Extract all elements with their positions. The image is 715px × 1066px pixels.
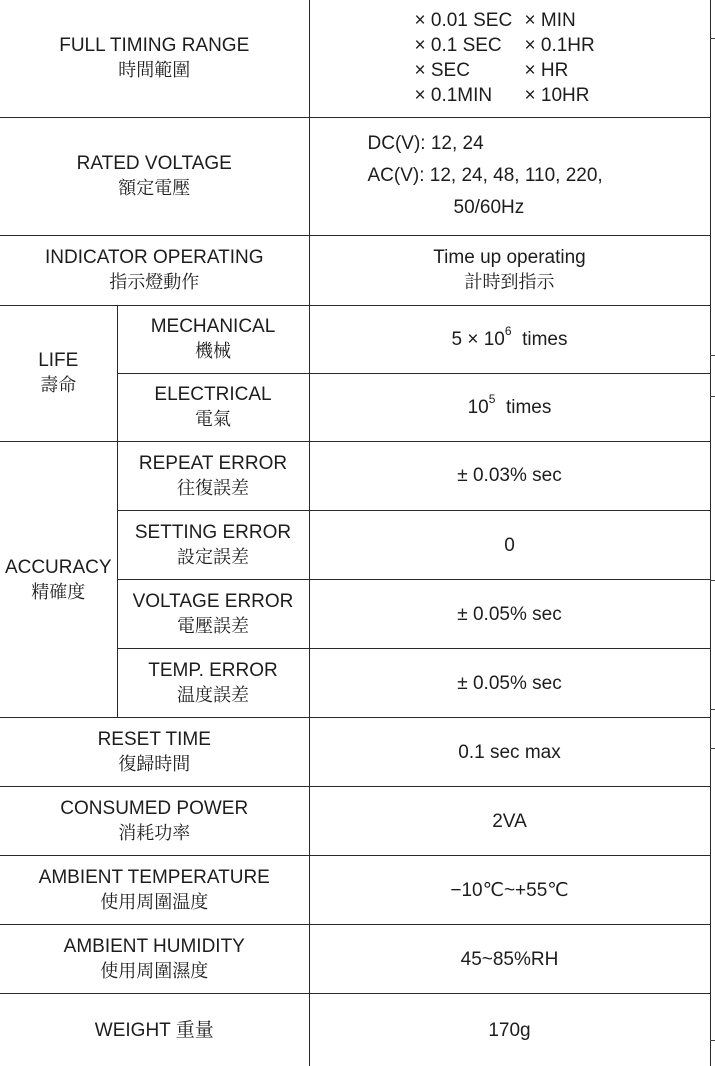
edge-tick [710, 580, 715, 581]
voltage-ac: AC(V): 12, 24, 48, 110, 220, [367, 165, 603, 187]
voltage-label-zh: 額定電壓 [118, 178, 191, 200]
temperature-label-en: AMBIENT TEMPERATURE [38, 867, 270, 889]
setting-error-label-en: SETTING ERROR [134, 522, 292, 543]
power-label-zh: 消耗功率 [118, 823, 191, 845]
row-reset-time [0, 718, 710, 787]
electrical-label-zh: 電氣 [195, 409, 231, 431]
row-consumed-power [0, 787, 710, 856]
mechanical-value-base: 5 × 10 [451, 328, 505, 350]
edge-tick [710, 1040, 715, 1041]
life-label-zh: 壽命 [40, 375, 77, 397]
repeat-error-label-cell [117, 441, 309, 510]
setting-error-value: 0 [309, 510, 710, 579]
temp-error-label-en: TEMP. ERROR [148, 660, 278, 682]
voltage-error-label-zh: 電壓誤差 [177, 616, 249, 638]
temperature-value: −10℃~+55℃ [309, 856, 710, 925]
electrical-value-base: 10 [467, 396, 489, 418]
timing-value: × 10HR [524, 85, 590, 107]
timing-values-cell [309, 0, 710, 117]
timing-label-cell [0, 0, 309, 117]
row-timing-range [0, 0, 710, 117]
timing-value: × MIN [524, 10, 576, 32]
humidity-label-en: AMBIENT HUMIDITY [63, 936, 245, 958]
humidity-label-cell [0, 925, 309, 994]
indicator-value-en: Time up operating [433, 247, 586, 269]
repeat-error-label-en: REPEAT ERROR [138, 452, 288, 474]
edge-tick [710, 396, 715, 397]
indicator-value-cell [309, 235, 710, 305]
mechanical-label-en: MECHANICAL [150, 316, 276, 338]
timing-label-zh: 時間範圍 [118, 60, 191, 82]
timing-values [415, 8, 710, 108]
voltage-label-cell [0, 117, 309, 235]
humidity-label-zh: 使用周圍濕度 [100, 961, 209, 983]
timing-value: × 0.1MIN [414, 85, 493, 107]
edge-tick [710, 709, 715, 710]
electrical-label-cell [117, 373, 309, 441]
power-label-en: CONSUMED POWER [60, 798, 249, 820]
power-label-cell [0, 787, 309, 856]
temp-error-label-zh: 温度誤差 [177, 685, 249, 707]
mechanical-label-zh: 機械 [195, 341, 231, 363]
timing-value: × 0.1HR [524, 35, 595, 57]
setting-error-label-zh: 設定誤差 [177, 547, 249, 568]
indicator-label-cell [0, 235, 309, 305]
timing-value: × SEC [414, 60, 470, 82]
timing-value: × HR [524, 60, 569, 82]
row-ambient-humidity [0, 925, 710, 994]
electrical-value-cell [309, 373, 710, 441]
power-value: 2VA [309, 787, 710, 856]
row-ambient-temperature [0, 856, 710, 925]
temp-error-label-cell [117, 649, 309, 718]
voltage-dc: DC(V): 12, 24 [367, 133, 484, 155]
voltage-error-value: ± 0.05% sec [309, 580, 710, 649]
accuracy-label-cell [0, 441, 117, 717]
life-label-cell [0, 305, 117, 441]
repeat-error-label-zh: 往復誤差 [177, 477, 249, 499]
edge-tick [710, 38, 715, 39]
row-indicator [0, 235, 710, 305]
repeat-error-value: ± 0.03% sec [309, 441, 710, 510]
reset-label-cell [0, 718, 309, 787]
weight-value: 170g [309, 994, 710, 1066]
timing-label-en: FULL TIMING RANGE [59, 35, 250, 57]
voltage-label-en: RATED VOLTAGE [76, 153, 232, 175]
accuracy-label-en: ACCURACY [4, 556, 112, 578]
voltage-error-label-en: VOLTAGE ERROR [132, 591, 294, 613]
weight-label: WEIGHT 重量 [0, 994, 309, 1066]
voltage-values [368, 128, 710, 224]
mechanical-value-unit: times [522, 328, 568, 350]
reset-label-en: RESET TIME [97, 729, 211, 751]
mechanical-value-exponent: 6 [504, 323, 512, 338]
indicator-label-en: INDICATOR OPERATING [44, 247, 264, 269]
life-label-en: LIFE [38, 350, 79, 372]
timing-value: × 0.01 SEC [414, 10, 513, 32]
mechanical-value-cell [309, 305, 710, 373]
row-accuracy-repeat [0, 441, 710, 510]
temperature-label-cell [0, 856, 309, 925]
row-life-mechanical [0, 305, 710, 373]
humidity-value: 45~85%RH [309, 925, 710, 994]
edge-tick [710, 355, 715, 356]
right-edge-ticks [710, 0, 715, 1066]
timing-value: × 0.1 SEC [414, 35, 502, 57]
reset-value: 0.1 sec max [309, 718, 710, 787]
reset-label-zh: 復歸時間 [118, 754, 191, 776]
voltage-error-label-cell [117, 580, 309, 649]
electrical-value-exponent: 5 [488, 391, 496, 406]
indicator-label-zh: 指示燈動作 [109, 272, 200, 294]
setting-error-label-cell [117, 510, 309, 579]
voltage-ac-frequency: 50/60Hz [453, 197, 525, 219]
mechanical-label-cell [117, 305, 309, 373]
temp-error-value: ± 0.05% sec [309, 649, 710, 718]
row-weight [0, 994, 710, 1066]
row-rated-voltage [0, 117, 710, 235]
accuracy-label-zh: 精確度 [31, 581, 86, 603]
electrical-label-en: ELECTRICAL [154, 384, 272, 406]
edge-tick [710, 748, 715, 749]
voltage-values-cell [309, 117, 710, 235]
indicator-value-zh: 計時到指示 [464, 272, 555, 294]
temperature-label-zh: 使用周圍温度 [100, 892, 209, 914]
electrical-value-unit: times [505, 396, 552, 418]
